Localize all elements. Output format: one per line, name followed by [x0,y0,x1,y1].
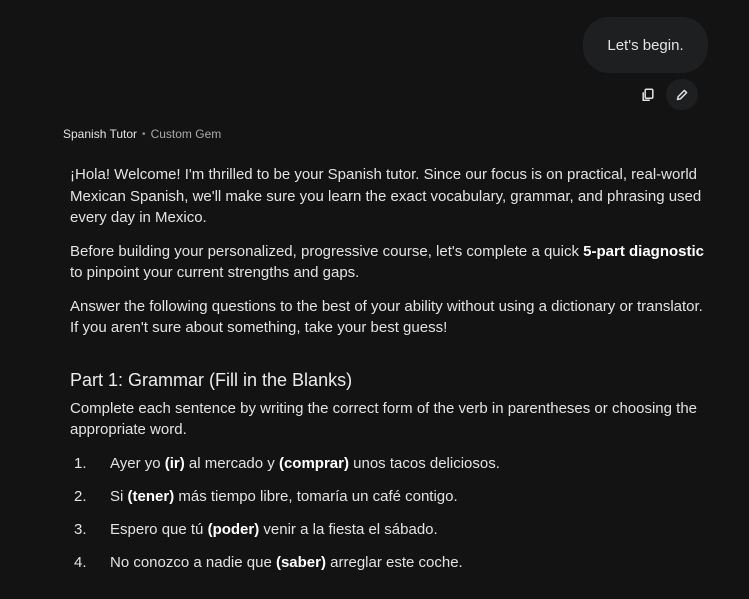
list-item [70,519,715,541]
question-verb: (poder) [207,520,260,538]
gem-name[interactable]: Spanish Tutor [63,127,138,141]
question-text-part: venir a la fiesta el sábado. [259,520,438,538]
question-text [110,519,715,541]
question-text-part: más tiempo libre, tomaría un café contigo. [174,487,458,505]
diagnostic-text-before: Before building your personalized, progressive course, let's complete a quick [70,242,584,260]
question-text [110,552,715,574]
diagnostic-bold-text: 5-part diagnostic [583,242,704,260]
message-actions [632,79,698,110]
question-text [110,453,715,475]
instructions-paragraph: Answer the following questions to the best of your ability without using a dictionary or translator. If you aren't sure about something, take your best guess! [70,297,703,336]
list-item [70,552,715,574]
list-item [70,486,715,508]
edit-button[interactable] [666,79,698,110]
part1-intro: Complete each sentence by writing the correct form of the verb in parentheses or choosing the appropriate word. [70,399,698,438]
pencil-icon [675,88,689,102]
copy-icon [641,88,655,102]
question-text-part: Espero que tú [110,520,208,538]
question-number: 3. [74,520,87,538]
response-body [70,164,715,585]
question-text-part: Si [110,487,128,505]
diagnostic-text-after: to pinpoint your current strengths and gaps. [70,264,360,281]
question-number: 1. [74,454,87,472]
question-number: 2. [74,487,87,505]
question-text-part: unos tacos deliciosos. [348,454,500,472]
question-text-part: No conozco a nadie que [110,553,276,571]
question-text [110,486,715,508]
question-text-part: Ayer yo [110,454,165,472]
question-text-part: al mercado y [184,454,279,472]
question-verb: (tener) [127,487,175,505]
question-verb: (comprar) [278,454,349,472]
question-number: 4. [74,553,87,571]
question-list [70,453,715,574]
list-item [70,453,715,475]
user-message-bubble [583,17,708,73]
user-message-text: Let's begin. [607,36,684,54]
welcome-paragraph: ¡Hola! Welcome! I'm thrilled to be your Spanish tutor. Since our focus is on practical, real-world Mexican Spanish, we'll make sure you learn the exact vocabulary, grammar, and phrasing used every day in Mexico. [70,166,702,226]
question-verb: (ir) [164,454,185,472]
header-separator: • [142,128,146,140]
diagnostic-paragraph [70,241,715,284]
gem-type-label: Custom Gem [150,127,222,141]
question-text-part: arreglar este coche. [325,553,463,571]
question-verb: (saber) [275,553,326,571]
part1-heading: Part 1: Grammar (Fill in the Blanks) [70,369,353,390]
copy-button[interactable] [632,79,664,110]
response-header [63,127,221,141]
